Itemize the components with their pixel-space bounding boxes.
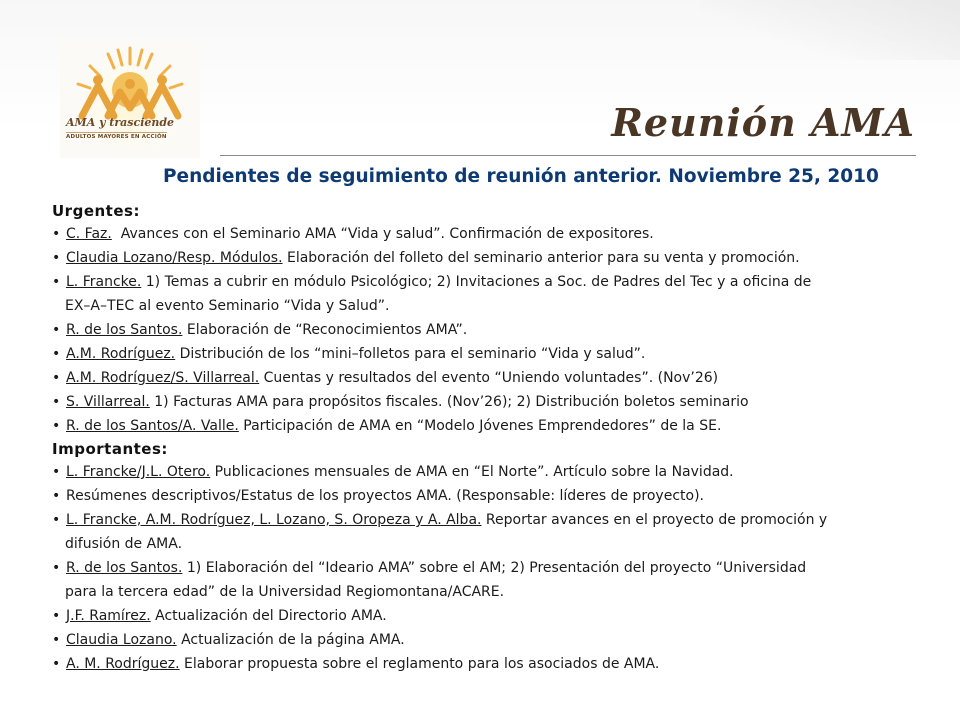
task-description: Publicaciones mensuales de AMA en “El Norte”. Artículo sobre la Navidad.: [210, 464, 734, 480]
bullet-icon: •: [52, 394, 61, 410]
bullet-icon: •: [52, 464, 61, 480]
list-item: [52, 484, 952, 508]
responsible-name: R. de los Santos.: [66, 322, 183, 338]
list-item: [52, 652, 952, 676]
item-text: [66, 604, 387, 628]
responsible-name: Claudia Lozano.: [66, 632, 177, 648]
bullet-icon: •: [52, 656, 61, 672]
task-description: Resúmenes descriptivos/Estatus de los proyectos AMA. (Responsable: líderes de proyecto).: [66, 488, 704, 504]
item-text: [66, 318, 467, 342]
list-item: [52, 270, 952, 318]
logo-text: AMA y trasciende: [66, 116, 175, 129]
list-item: [52, 366, 952, 390]
urgentes-list: [52, 222, 952, 438]
bullet-icon: •: [52, 250, 61, 266]
list-item: [52, 604, 952, 628]
corner-shading: [700, 0, 960, 60]
item-text: [66, 270, 811, 294]
item-text: [66, 628, 405, 652]
task-description: Actualización de la página AMA.: [176, 632, 405, 648]
bullet-icon: •: [52, 632, 61, 648]
bullet-icon: •: [52, 512, 61, 528]
item-text: [66, 390, 749, 414]
task-continuation: para la tercera edad” de la Universidad Regiomontana/ACARE.: [65, 584, 505, 600]
responsible-name: L. Francke.: [66, 274, 142, 290]
list-item: [52, 390, 952, 414]
item-text: [66, 460, 734, 484]
slide-subtitle: Pendientes de seguimiento de reunión anterior. Noviembre 25, 2010: [163, 166, 879, 187]
slide-content: [52, 200, 952, 676]
task-description: 1) Elaboración del “Ideario AMA” sobre el AM; 2) Presentación del proyecto “Universidad: [182, 560, 807, 576]
bullet-icon: •: [52, 370, 61, 386]
task-description: 1) Facturas AMA para propósitos fiscales. (Nov’26); 2) Distribución boletos seminario: [149, 394, 749, 410]
item-text: [66, 484, 704, 508]
task-description: Elaboración del folleto del seminario anterior para su venta y promoción.: [282, 250, 800, 266]
list-item: [52, 342, 952, 366]
item-text: [66, 508, 827, 532]
list-item: [52, 222, 952, 246]
responsible-name: R. de los Santos/A. Valle.: [66, 418, 239, 434]
bullet-icon: •: [52, 346, 61, 362]
item-text: [66, 222, 654, 246]
task-continuation: EX–A–TEC al evento Seminario “Vida y Salud”.: [65, 298, 390, 314]
responsible-name: L. Francke/J.L. Otero.: [66, 464, 211, 480]
responsible-name: S. Villarreal.: [66, 394, 150, 410]
responsible-name: R. de los Santos.: [66, 560, 183, 576]
list-item: [52, 246, 952, 270]
responsible-name: L. Francke, A.M. Rodríguez, L. Lozano, S. Oropeza y A. Alba.: [66, 512, 482, 528]
item-text: [66, 414, 721, 438]
bullet-icon: •: [52, 608, 61, 624]
title-divider: [220, 155, 916, 156]
responsible-name: J.F. Ramírez.: [66, 608, 151, 624]
bullet-icon: •: [52, 488, 61, 504]
list-item: [52, 414, 952, 438]
section-heading-importantes: Importantes:: [52, 440, 168, 458]
item-text: [66, 342, 645, 366]
bullet-icon: •: [52, 274, 61, 290]
item-text: [66, 366, 718, 390]
sun-people-logo-icon: [60, 38, 200, 158]
task-description: 1) Temas a cubrir en módulo Psicológico; 2) Invitaciones a Soc. de Padres del Tec y a oficina de: [141, 274, 812, 290]
bullet-icon: •: [52, 418, 61, 434]
bullet-icon: •: [52, 560, 61, 576]
list-item: [52, 556, 952, 604]
list-item: [52, 508, 952, 556]
slide-title: Reunión AMA: [611, 100, 915, 145]
list-item: [52, 460, 952, 484]
task-description: Participación de AMA en “Modelo Jóvenes Emprendedores” de la SE.: [238, 418, 722, 434]
task-description: Avances con el Seminario AMA “Vida y salud”. Confirmación de expositores.: [111, 226, 654, 242]
task-description: Distribución de los “mini–folletos para el seminario “Vida y salud”.: [175, 346, 646, 362]
bullet-icon: •: [52, 226, 61, 242]
task-description: Elaborar propuesta sobre el reglamento para los asociados de AMA.: [179, 656, 660, 672]
responsible-name: Claudia Lozano/Resp. Módulos.: [66, 250, 283, 266]
task-description: Cuentas y resultados del evento “Uniendo voluntades”. (Nov’26): [259, 370, 719, 386]
responsible-name: C. Faz.: [66, 226, 112, 242]
section-heading-urgentes: Urgentes:: [52, 202, 140, 220]
responsible-name: A.M. Rodríguez.: [66, 346, 176, 362]
importantes-list: [52, 460, 952, 676]
item-text: [66, 556, 806, 580]
task-description: Elaboración de “Reconocimientos AMA”.: [182, 322, 468, 338]
task-description: Reportar avances en el proyecto de promoción y: [481, 512, 828, 528]
list-item: [52, 318, 952, 342]
responsible-name: A.M. Rodríguez/S. Villarreal.: [66, 370, 260, 386]
responsible-name: A. M. Rodríguez.: [66, 656, 180, 672]
list-item: [52, 628, 952, 652]
item-text: [66, 246, 800, 270]
task-description: Actualización del Directorio AMA.: [150, 608, 387, 624]
item-text: [66, 652, 659, 676]
task-continuation: difusión de AMA.: [65, 536, 183, 552]
bullet-icon: •: [52, 322, 61, 338]
logo-subtitle: ADULTOS MAYORES EN ACCIÓN: [66, 134, 167, 140]
